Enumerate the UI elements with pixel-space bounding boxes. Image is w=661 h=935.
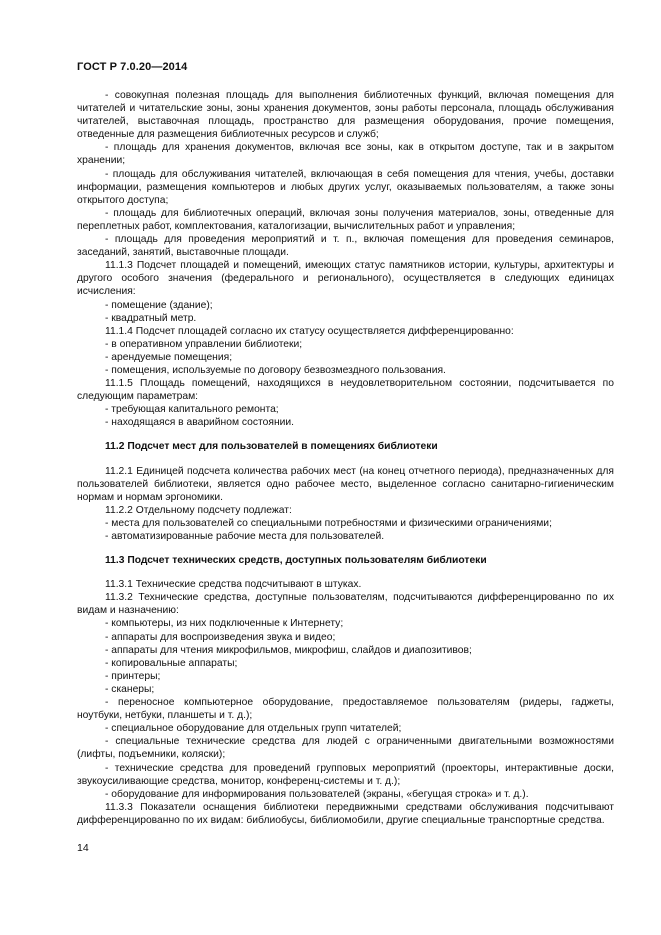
paragraph: - автоматизированные рабочие места для пользователей. xyxy=(105,531,385,542)
paragraph: - принтеры; xyxy=(105,670,161,682)
paragraph: 11.3.1 Технические средства подсчитывают в штуках. xyxy=(105,579,362,591)
paragraph: - площадь для обслуживания читателей, включающая в себя помещения для чтения, учебы, доставки информации, размещения компьютеров и любых других услуг, оказываемых пользователям, а также зоны открытого доступа; xyxy=(77,168,614,206)
document-body xyxy=(77,89,614,827)
paragraph: - сканеры; xyxy=(105,683,155,695)
paragraph: - специальное оборудование для отдельных групп читателей; xyxy=(105,723,402,735)
document-header: ГОСТ Р 7.0.20—2014 xyxy=(77,61,188,73)
paragraph: 11.3.2 Технические средства, доступные пользователям, подсчитываются дифференцированно по их видам и назначению: xyxy=(77,592,614,617)
paragraph: - аппараты для чтения микрофильмов, микрофиш, слайдов и диапозитивов; xyxy=(105,644,472,656)
paragraph: - требующая капитального ремонта; xyxy=(105,404,279,416)
paragraph: - компьютеры, из них подключенные к Интернету; xyxy=(105,618,344,630)
paragraph: - арендуемые помещения; xyxy=(105,351,233,363)
section-11-1-continued xyxy=(77,89,614,429)
paragraph: - совокупная полезная площадь для выполнения библиотечных функций, включая помещения для читателей и читательские зоны, зоны хранения документов, зоны работы персонала, площадь обслуживания читателей, выставочная площадь, пространство для размещения оборудования, прочие помещения, отведенные для размещения библиотечных ресурсов и служб; xyxy=(77,90,614,141)
section-11-3 xyxy=(77,578,614,827)
paragraph: 11.1.5 Площадь помещений, находящихся в неудовлетворительном состоянии, подсчитывается по следующим параметрам: xyxy=(77,378,614,403)
paragraph: - площадь для хранения документов, включая все зоны, как в открытом доступе, так и в закрытом хранении; xyxy=(77,142,614,167)
paragraph: - площадь для библиотечных операций, включая зоны получения материалов, зоны, отведенные для переплетных работ, комплектования, каталогизации, вычислительных работ и управления; xyxy=(77,207,614,232)
paragraph: - оборудование для информирования пользователей (экраны, «бегущая строка» и т. д.). xyxy=(105,788,529,800)
section-11-2 xyxy=(77,465,614,544)
paragraph: 11.3.3 Показатели оснащения библиотеки передвижными средствами обслуживания подсчитывают дифференцированно по их видам: библиобусы, библиомобили, другие специальные транспортные средства. xyxy=(77,801,614,826)
paragraph: - технические средства для проведений групповых мероприятий (проекторы, интерактивные доски, звукоусиливающие средства, монитор, конференц-системы и т. д.); xyxy=(77,762,614,787)
paragraph: - находящаяся в аварийном состоянии. xyxy=(105,417,294,429)
paragraph: - помещения, используемые по договору безвозмездного пользования. xyxy=(105,364,446,376)
page-number: 14 xyxy=(77,842,89,854)
paragraph: - копировальные аппараты; xyxy=(105,657,238,669)
paragraph: 11.2.2 Отдельному подсчету подлежат: xyxy=(105,504,292,516)
paragraph: 11.2.1 Единицей подсчета количества рабочих мест (на конец отчетного периода), предназначенных для пользователей библиотеки, является одно рабочее место, выделенное согласно санитарно-гигиеническим нормам и нормам эргономики. xyxy=(77,465,614,503)
paragraph: 11.1.3 Подсчет площадей и помещений, имеющих статус памятников истории, культуры, архитектуры и другого особого значения (федерального и регионального), осуществляется в следующих единицах исчисления: xyxy=(77,260,614,298)
paragraph: - квадратный метр. xyxy=(105,312,197,324)
paragraph: - аппараты для воспроизведения звука и видео; xyxy=(105,631,336,643)
paragraph: - места для пользователей со специальными потребностями и физическими ограничениями; xyxy=(105,517,552,529)
paragraph: 11.1.4 Подсчет площадей согласно их статусу осуществляется дифференцированно: xyxy=(105,325,514,337)
paragraph: - переносное компьютерное оборудование, предоставляемое пользователям (ридеры, гаджеты, ноутбуки, нетбуки, планшеты и т. д.); xyxy=(77,697,614,722)
section-heading-11-2: 11.2 Подсчет мест для пользователей в помещениях библиотеки xyxy=(105,441,438,453)
paragraph: - специальные технические средства для людей с ограниченными двигательными возможностями (лифты, подъемники, коляски); xyxy=(77,736,614,761)
paragraph: - площадь для проведения мероприятий и т. п., включая помещения для проведения семинаров, заседаний, занятий, выставочные площади. xyxy=(77,234,614,259)
paragraph: - в оперативном управлении библиотеки; xyxy=(105,338,303,350)
paragraph: - помещение (здание); xyxy=(105,299,213,311)
section-heading-11-3: 11.3 Подсчет технических средств, доступных пользователям библиотеки xyxy=(105,555,487,567)
